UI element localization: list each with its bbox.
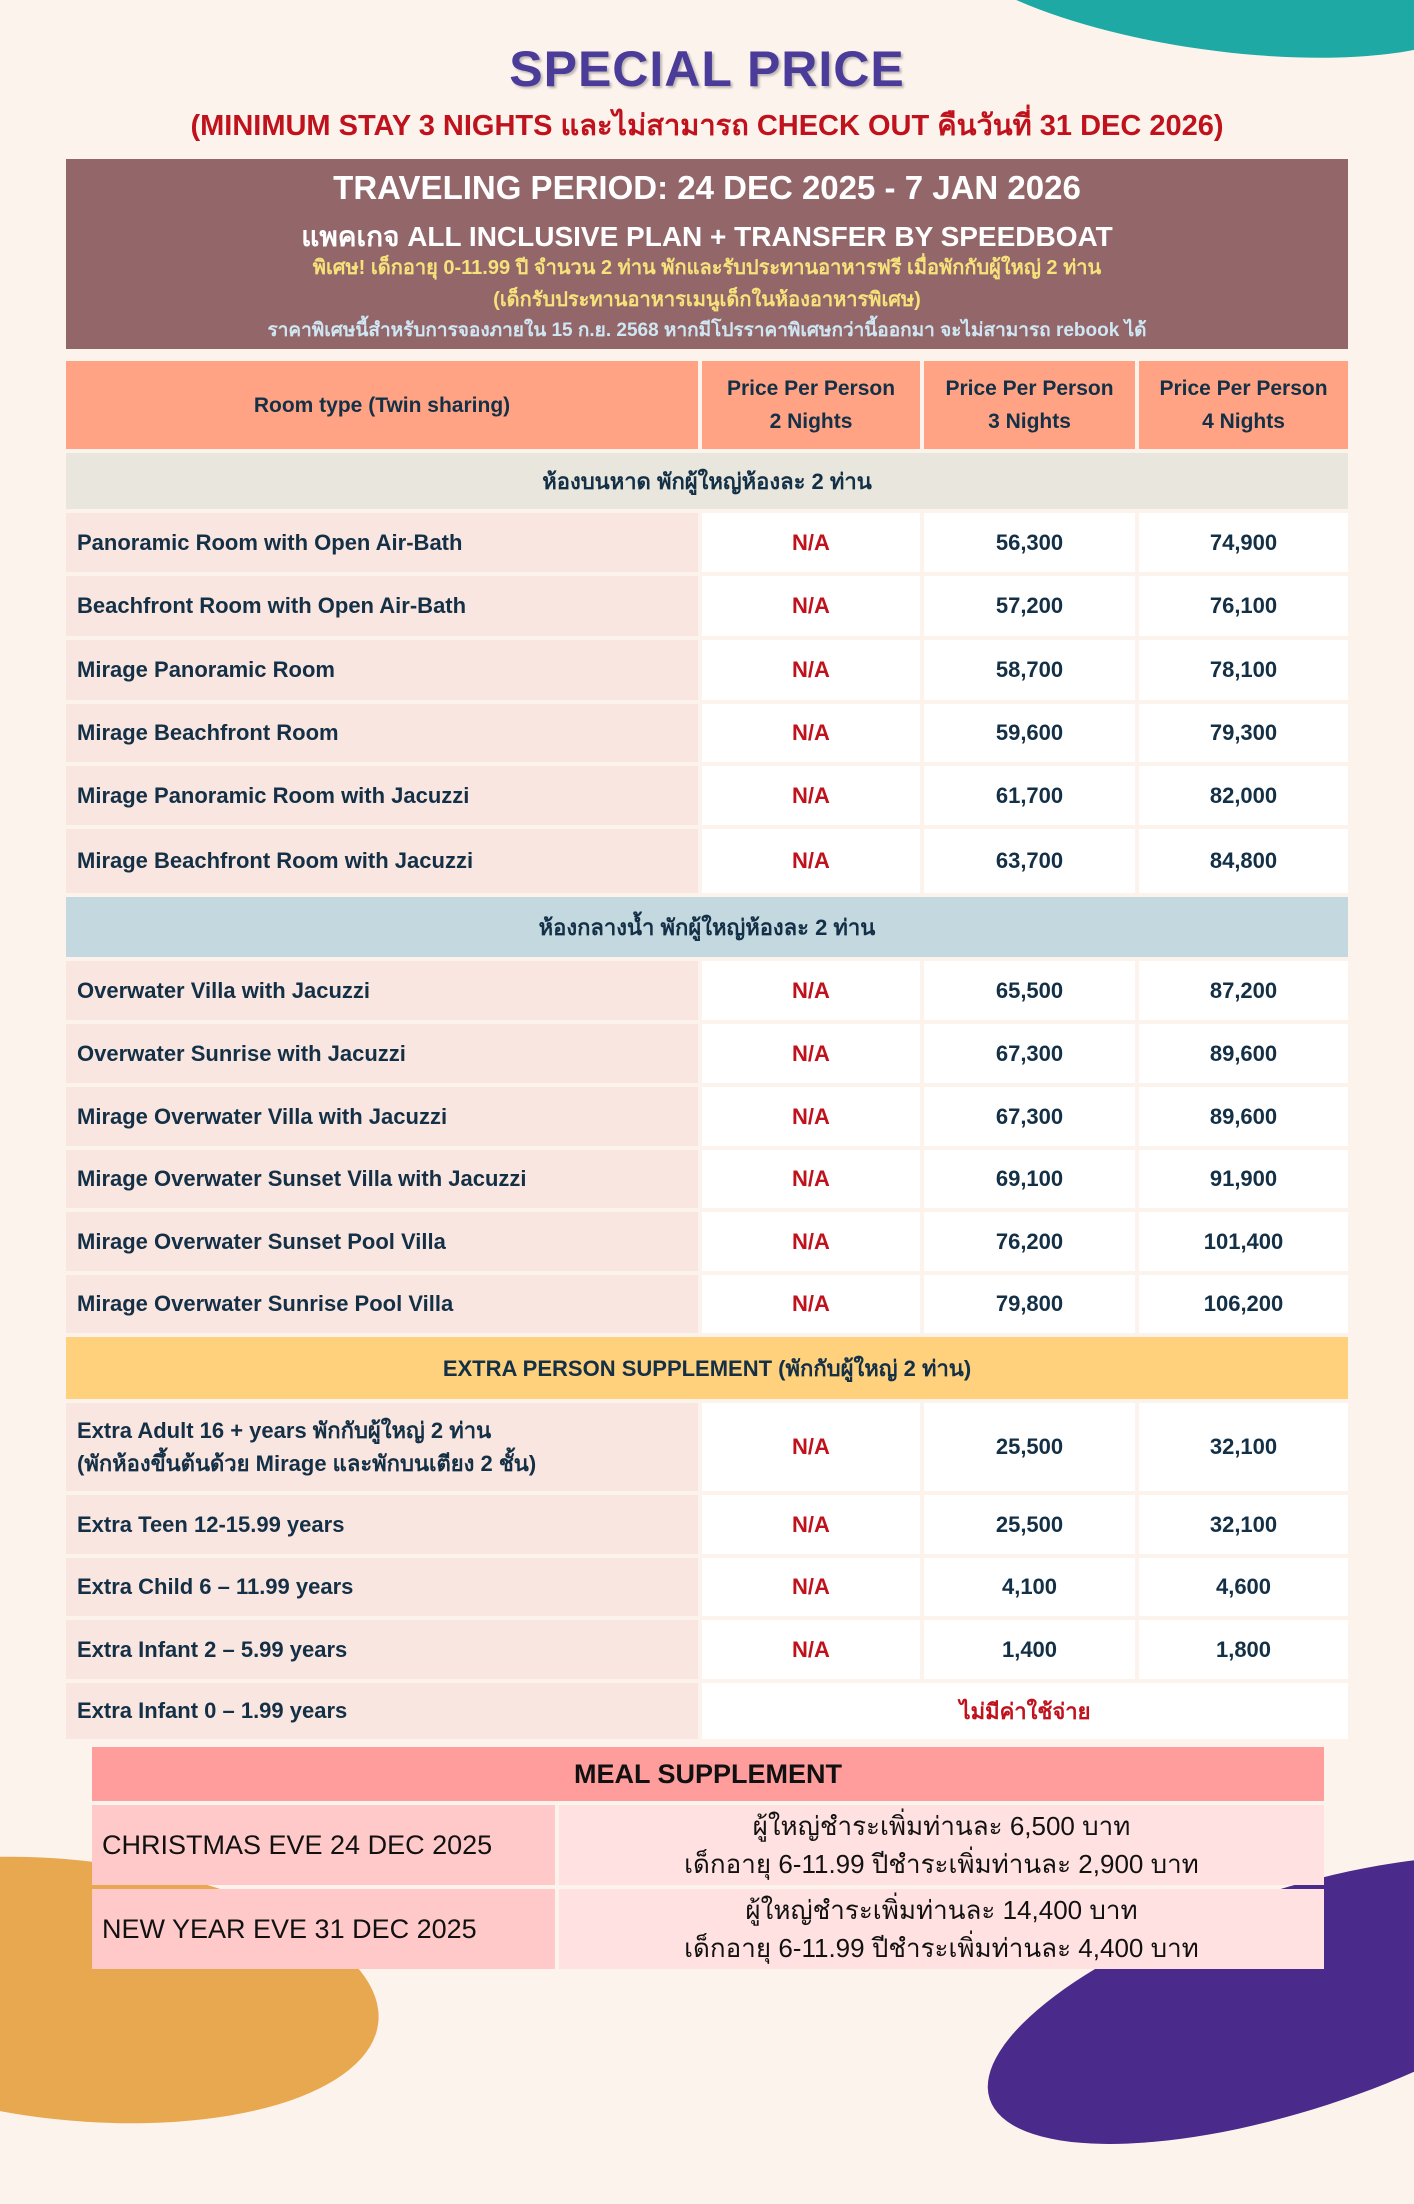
price-2-nights: N/A: [702, 961, 920, 1020]
price-4-nights: 91,900: [1139, 1150, 1348, 1208]
meal-label-christmas: CHRISTMAS EVE 24 DEC 2025: [92, 1805, 555, 1885]
price-4-nights: 79,300: [1139, 704, 1348, 762]
price-3-nights: 63,700: [924, 829, 1135, 893]
header-2-nights: [702, 361, 920, 449]
header-3-nights: [924, 361, 1135, 449]
price-4-nights: 78,100: [1139, 640, 1348, 700]
price-3-nights: 56,300: [924, 513, 1135, 572]
room-name: Mirage Overwater Sunrise Pool Villa: [66, 1275, 698, 1333]
meal-supplement-title: MEAL SUPPLEMENT: [92, 1747, 1324, 1801]
meal-adult-price: ผู้ใหญ่ชำระเพิ่มท่านละ 6,500 บาท: [752, 1811, 1131, 1841]
page-title: SPECIAL PRICE: [509, 41, 905, 97]
price-4-nights: 106,200: [1139, 1275, 1348, 1333]
price-2-nights: N/A: [702, 513, 920, 572]
room-name: Panoramic Room with Open Air-Bath: [66, 513, 698, 572]
price-3-nights: 58,700: [924, 640, 1135, 700]
price-4-nights: 32,100: [1139, 1495, 1348, 1554]
price-2-nights: N/A: [702, 704, 920, 762]
room-name: Mirage Beachfront Room: [66, 704, 698, 762]
section-beach-rooms: ห้องบนหาด พักผู้ใหญ่ห้องละ 2 ท่าน: [66, 453, 1348, 509]
header-3-nights-line2: 3 Nights: [988, 410, 1071, 433]
room-name: Mirage Panoramic Room with Jacuzzi: [66, 766, 698, 825]
room-name: Overwater Villa with Jacuzzi: [66, 961, 698, 1020]
price-3-nights: 57,200: [924, 576, 1135, 636]
room-name: Overwater Sunrise with Jacuzzi: [66, 1024, 698, 1083]
price-2-nights: N/A: [702, 1212, 920, 1271]
price-3-nights: 61,700: [924, 766, 1135, 825]
extra-infant-free-name: Extra Infant 0 – 1.99 years: [66, 1683, 698, 1739]
meal-adult-price: ผู้ใหญ่ชำระเพิ่มท่านละ 14,400 บาท: [745, 1895, 1138, 1925]
meal-child-price: เด็กอายุ 6-11.99 ปีชำระเพิ่มท่านละ 2,900 บาท: [684, 1849, 1199, 1879]
extra-person-name: Extra Child 6 – 11.99 years: [66, 1558, 698, 1616]
price-4-nights: 1,800: [1139, 1620, 1348, 1679]
price-4-nights: 4,600: [1139, 1558, 1348, 1616]
no-charge-value: ไม่มีค่าใช้จ่าย: [702, 1683, 1348, 1739]
header-3-nights-line1: Price Per Person: [945, 377, 1114, 400]
price-2-nights: N/A: [702, 576, 920, 636]
price-2-nights: N/A: [702, 1620, 920, 1679]
meal-price-new-year: [559, 1889, 1324, 1969]
extra-person-name: Extra Infant 2 – 5.99 years: [66, 1620, 698, 1679]
price-2-nights: N/A: [702, 1275, 920, 1333]
price-4-nights: 89,600: [1139, 1024, 1348, 1083]
period-banner: [66, 159, 1348, 349]
room-name: Mirage Overwater Villa with Jacuzzi: [66, 1087, 698, 1146]
extra-adult-line1: Extra Adult 16 + years พักกับผู้ใหญ่ 2 ท่าน: [77, 1418, 492, 1443]
price-4-nights: 82,000: [1139, 766, 1348, 825]
header-2-nights-line2: 2 Nights: [769, 410, 853, 433]
price-2-nights: N/A: [702, 1495, 920, 1554]
price-2-nights: N/A: [702, 829, 920, 893]
price-3-nights: 65,500: [924, 961, 1135, 1020]
price-2-nights: N/A: [702, 766, 920, 825]
price-3-nights: 4,100: [924, 1558, 1135, 1616]
price-4-nights: 87,200: [1139, 961, 1348, 1020]
price-2-nights: N/A: [702, 1087, 920, 1146]
price-3-nights: 25,500: [924, 1495, 1135, 1554]
meal-price-christmas: [559, 1805, 1324, 1885]
header-4-nights: [1139, 361, 1348, 449]
extra-person-name: Extra Teen 12-15.99 years: [66, 1495, 698, 1554]
price-3-nights: 79,800: [924, 1275, 1135, 1333]
price-4-nights: 101,400: [1139, 1212, 1348, 1271]
price-3-nights: 67,300: [924, 1087, 1135, 1146]
price-2-nights: N/A: [702, 1024, 920, 1083]
room-name: Mirage Overwater Sunset Villa with Jacuzzi: [66, 1150, 698, 1208]
meal-child-price: เด็กอายุ 6-11.99 ปีชำระเพิ่มท่านละ 4,400 บาท: [684, 1933, 1199, 1963]
section-overwater-rooms: ห้องกลางน้ำ พักผู้ใหญ่ห้องละ 2 ท่าน: [66, 897, 1348, 957]
header-room-type: Room type (Twin sharing): [66, 361, 698, 449]
price-2-nights: N/A: [702, 1150, 920, 1208]
traveling-period: TRAVELING PERIOD: 24 DEC 2025 - 7 JAN 2026: [333, 169, 1081, 206]
header-4-nights-line1: Price Per Person: [1159, 377, 1328, 400]
price-4-nights: 84,800: [1139, 829, 1348, 893]
room-name: Beachfront Room with Open Air-Bath: [66, 576, 698, 636]
page-subtitle: (MINIMUM STAY 3 NIGHTS และไม่สามารถ CHECK OUT คืนวันที่ 31 DEC 2026): [190, 110, 1224, 142]
package-line: แพคเกจ ALL INCLUSIVE PLAN + TRANSFER BY SPEEDBOAT: [301, 221, 1113, 252]
extra-adult-line2: (พักห้องขึ้นต้นด้วย Mirage และพักบนเตียง 2 ชั้น): [77, 1451, 537, 1476]
price-4-nights: 32,100: [1139, 1403, 1348, 1491]
header-2-nights-line1: Price Per Person: [726, 377, 896, 400]
price-3-nights: 67,300: [924, 1024, 1135, 1083]
price-4-nights: 74,900: [1139, 513, 1348, 572]
section-extra-person: EXTRA PERSON SUPPLEMENT (พักกับผู้ใหญ่ 2 ท่าน): [66, 1337, 1348, 1399]
promo-note: (เด็กรับประทานอาหารเมนูเด็กในห้องอาหารพิเศษ): [493, 289, 921, 311]
price-3-nights: 69,100: [924, 1150, 1135, 1208]
price-3-nights: 59,600: [924, 704, 1135, 762]
room-name: Mirage Beachfront Room with Jacuzzi: [66, 829, 698, 893]
price-2-nights: N/A: [702, 1403, 920, 1491]
price-3-nights: 76,200: [924, 1212, 1135, 1271]
price-3-nights: 25,500: [924, 1403, 1135, 1491]
price-4-nights: 89,600: [1139, 1087, 1348, 1146]
header-4-nights-line2: 4 Nights: [1202, 410, 1285, 433]
price-4-nights: 76,100: [1139, 576, 1348, 636]
room-name: Mirage Panoramic Room: [66, 640, 698, 700]
price-3-nights: 1,400: [924, 1620, 1135, 1679]
promo-line: พิเศษ! เด็กอายุ 0-11.99 ปี จำนวน 2 ท่าน พักและรับประทานอาหารฟรี เมื่อพักกับผู้ใหญ่ 2 ท่าน: [312, 257, 1102, 279]
meal-label-new-year: NEW YEAR EVE 31 DEC 2025: [92, 1889, 555, 1969]
price-2-nights: N/A: [702, 640, 920, 700]
booking-note: ราคาพิเศษนี้สำหรับการจองภายใน 15 ก.ย. 2568 หากมีโปรราคาพิเศษกว่านี้ออกมา จะไม่สามารถ rebook ได้: [267, 320, 1147, 341]
room-name: Mirage Overwater Sunset Pool Villa: [66, 1212, 698, 1271]
extra-adult-name: [66, 1403, 698, 1491]
price-2-nights: N/A: [702, 1558, 920, 1616]
